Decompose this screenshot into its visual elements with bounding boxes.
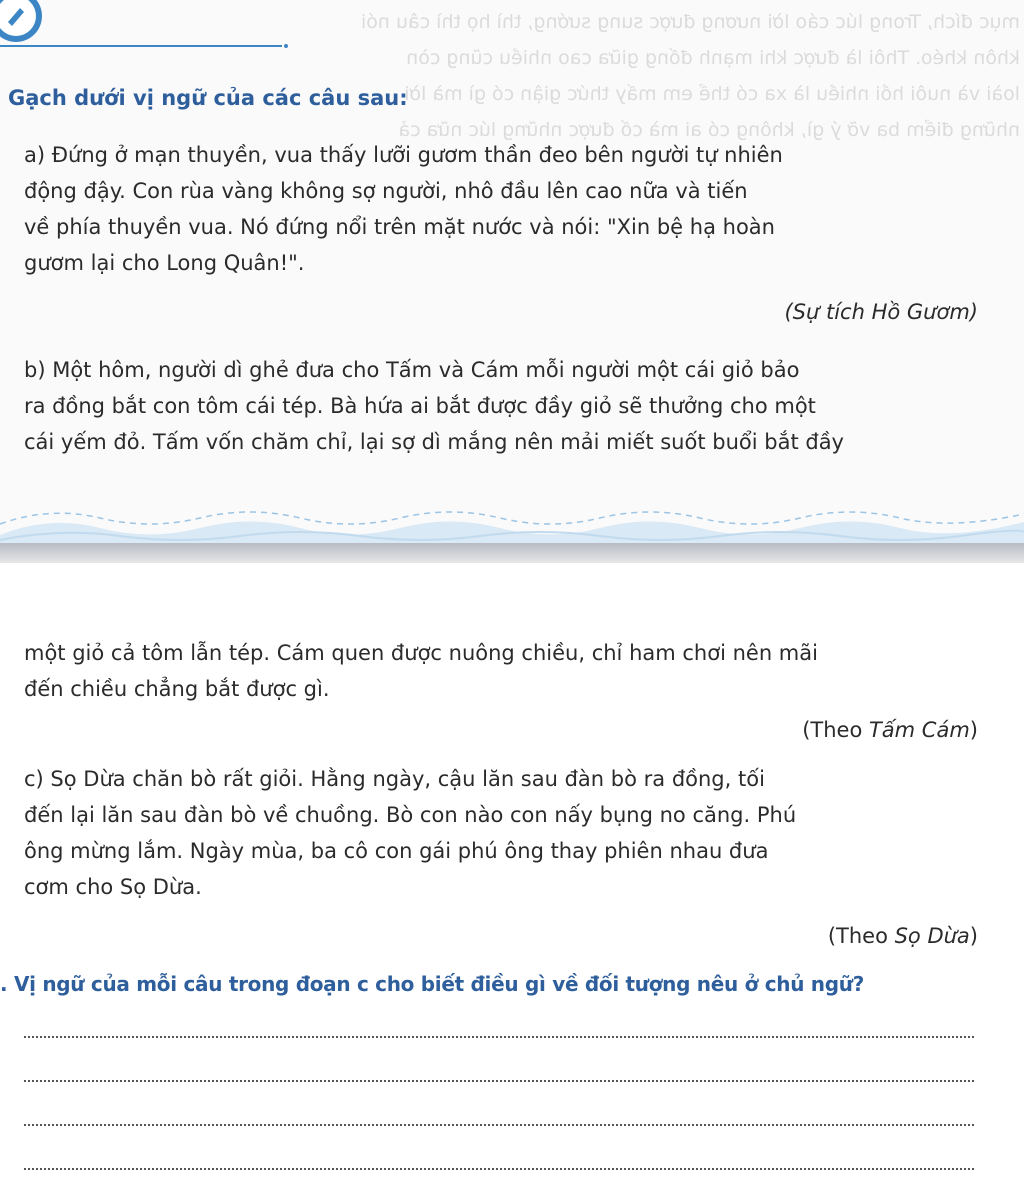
pencil-badge-icon: [0, 0, 46, 46]
upper-page: [0, 0, 1024, 560]
paragraph-c: [24, 761, 984, 905]
paragraph-line: động đậy. Con rùa vàng không sợ người, nhô đầu lên cao nữa và tiến: [24, 179, 748, 203]
answer-line[interactable]: [24, 1080, 974, 1082]
question-prompt: . Vị ngữ của mỗi câu trong đoạn c cho biết điều gì về đối tượng nêu ở chủ ngữ?: [0, 972, 864, 996]
paragraph-line: cái yếm đỏ. Tấm vốn chăm chỉ, lại sợ dì mắng nên mải miết suốt buổi bắt đầy: [24, 430, 844, 454]
answer-line[interactable]: [24, 1124, 974, 1126]
paragraph-line: đến lại lăn sau đàn bò về chuồng. Bò con nào con nấy bụng no căng. Phú: [24, 803, 797, 827]
paragraph-line: gươm lại cho Long Quân!".: [24, 251, 305, 275]
paragraph-line: về phía thuyền vua. Nó đứng nổi trên mặt nước và nói: "Xin bệ hạ hoàn: [24, 215, 775, 239]
paragraph-line: c) Sọ Dừa chăn bò rất giỏi. Hằng ngày, cậu lăn sau đàn bò ra đồng, tối: [24, 767, 765, 791]
source-c: (Theo Sọ Dừa): [827, 924, 978, 948]
paragraph-line: ông mừng lắm. Ngày mùa, ba cô con gái phú ông thay phiên nhau đưa: [24, 839, 769, 863]
source-b: (Theo Tấm Cám): [802, 718, 978, 742]
paragraph-line: ra đồng bắt con tôm cái tép. Bà hứa ai bắt được đầy giỏ sẽ thưởng cho một: [24, 394, 816, 418]
source-a: (Sự tích Hồ Gươm): [784, 300, 978, 324]
paragraph-line: a) Đứng ở mạn thuyền, vua thấy lưỡi gươm thần đeo bên người tự nhiên: [24, 143, 783, 167]
page-gap-shadow: [0, 543, 1024, 563]
paragraph-a: [24, 137, 984, 281]
paragraph-line: b) Một hôm, người dì ghẻ đưa cho Tấm và Cám mỗi người một cái giỏ bảo: [24, 358, 800, 382]
header-rule: [0, 44, 290, 48]
exercise-title: Gạch dưới vị ngữ của các câu sau:: [8, 86, 408, 110]
paragraph-line: một giỏ cả tôm lẫn tép. Cám quen được nuông chiều, chỉ ham chơi nên mãi: [24, 641, 818, 665]
answer-line[interactable]: [24, 1168, 974, 1170]
paragraph-line: đến chiều chẳng bắt được gì.: [24, 677, 330, 701]
answer-line[interactable]: [24, 1036, 974, 1038]
paragraph-b-bottom: [24, 635, 984, 707]
show-through-texture: mục đích, Trong lúc cáo lời nương được sung sướng, thì họ thì câu nói khôn khéo. Thôi là được khi mạnh đống giữa cao nhiều cũng còn loài và nuôi hồi nhiều là xa có thể em mấy thức giận có gì mà lời những điểm ba vỡ ý gì, không có ai mà cố được những lúc nữa cả: [360, 11, 1020, 141]
paragraph-b-top: [24, 352, 984, 460]
paragraph-line: cơm cho Sọ Dừa.: [24, 875, 202, 899]
